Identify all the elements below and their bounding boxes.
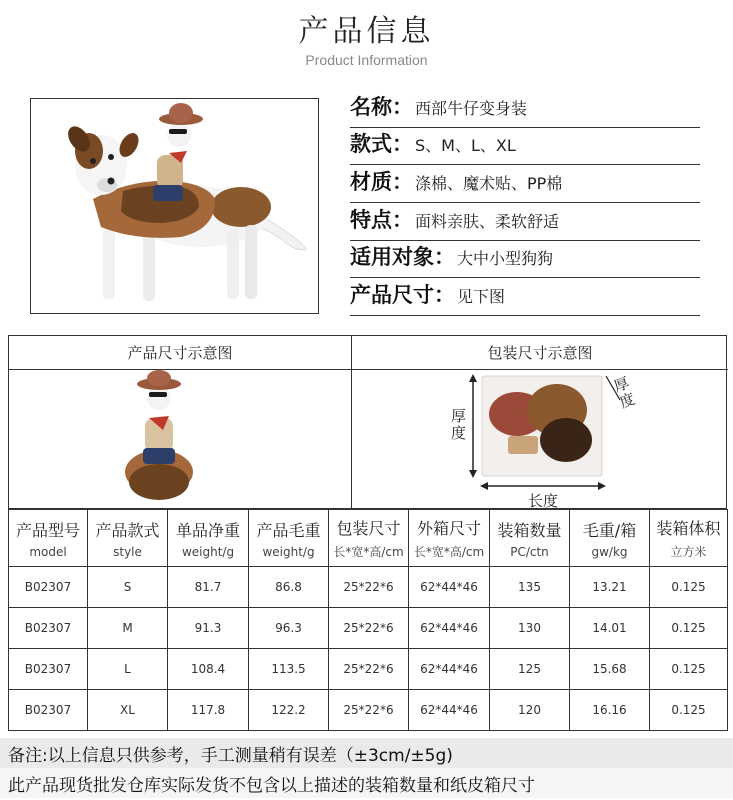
table-header-cell: 包装尺寸 长*宽*高/cm — [329, 510, 409, 567]
info-key: 材质： — [350, 170, 413, 195]
table-cell: B02307 — [9, 567, 88, 608]
info-row-material — [350, 165, 700, 203]
table-cell: 130 — [490, 608, 570, 649]
table-cell: 135 — [490, 567, 570, 608]
table-cell: 62*44*46 — [409, 608, 490, 649]
product-info-list — [350, 90, 700, 316]
product-photo — [30, 98, 319, 314]
table-cell: B02307 — [9, 649, 88, 690]
info-value: 面料亲肤、柔软舒适 — [415, 211, 560, 231]
costume-illustration — [9, 370, 352, 509]
table-cell: 0.125 — [650, 690, 728, 731]
table-cell: 108.4 — [168, 649, 249, 690]
table-cell: 122.2 — [249, 690, 329, 731]
info-key: 适用对象： — [350, 245, 455, 270]
table-header-cell: 产品毛重 weight/g — [249, 510, 329, 567]
table-header-cell: 产品款式 style — [88, 510, 168, 567]
info-value: 见下图 — [457, 287, 506, 307]
table-cell: 81.7 — [168, 567, 249, 608]
info-value: 西部牛仔变身装 — [415, 98, 528, 118]
table-cell: L — [88, 649, 168, 690]
length-label: 长度 — [528, 492, 559, 510]
page-subtitle: Product Information — [305, 52, 428, 68]
notes — [0, 738, 733, 798]
info-row-name — [350, 90, 700, 128]
table-cell: 117.8 — [168, 690, 249, 731]
info-key: 特点： — [350, 207, 413, 232]
table-cell: 120 — [490, 690, 570, 731]
table-cell: 25*22*6 — [329, 608, 409, 649]
table-cell: B02307 — [9, 608, 88, 649]
table-row — [9, 608, 728, 649]
thickness-label-left: 厚度 — [449, 408, 467, 442]
table-cell: 62*44*46 — [409, 567, 490, 608]
info-value: 大中小型狗狗 — [457, 249, 554, 269]
spec-table — [8, 509, 728, 731]
info-key: 款式： — [350, 132, 413, 157]
info-row-style — [350, 128, 700, 166]
table-cell: 0.125 — [650, 649, 728, 690]
table-cell: 16.16 — [570, 690, 650, 731]
table-row — [9, 690, 728, 731]
table-header-cell: 产品型号 model — [9, 510, 88, 567]
table-cell: 125 — [490, 649, 570, 690]
table-cell: B02307 — [9, 690, 88, 731]
table-cell: 96.3 — [249, 608, 329, 649]
package-size-diagram-title: 包装尺寸示意图 — [352, 336, 728, 370]
table-cell: 25*22*6 — [329, 649, 409, 690]
table-cell: M — [88, 608, 168, 649]
info-value: 涤棉、魔术贴、PP棉 — [415, 174, 563, 194]
table-cell: 62*44*46 — [409, 690, 490, 731]
info-key: 产品尺寸： — [350, 283, 455, 308]
table-cell: 86.8 — [249, 567, 329, 608]
table-header-cell: 装箱体积 立方米 — [650, 510, 728, 567]
table-cell: 14.01 — [570, 608, 650, 649]
table-row — [9, 567, 728, 608]
table-row — [9, 649, 728, 690]
table-cell: 13.21 — [570, 567, 650, 608]
table-cell: 0.125 — [650, 608, 728, 649]
table-cell: 113.5 — [249, 649, 329, 690]
table-cell: 62*44*46 — [409, 649, 490, 690]
package-size-diagram — [352, 336, 728, 508]
info-row-size — [350, 278, 700, 316]
note-line: 备注:以上信息只供参考，手工测量稍有误差（±3cm/±5g) — [0, 738, 733, 768]
package-illustration — [352, 370, 728, 509]
table-cell: XL — [88, 690, 168, 731]
product-size-diagram-title: 产品尺寸示意图 — [9, 336, 351, 370]
dog-cowboy-illustration — [31, 99, 320, 315]
table-header-cell: 毛重/箱 gw/kg — [570, 510, 650, 567]
table-header-cell: 外箱尺寸 长*宽*高/cm — [409, 510, 490, 567]
thickness-label-right: 厚度 — [609, 374, 639, 413]
info-value: S、M、L、XL — [415, 136, 516, 156]
table-header-cell: 装箱数量 PC/ctn — [490, 510, 570, 567]
table-cell: 0.125 — [650, 567, 728, 608]
note-line: 此产品现货批发仓库实际发货不包含以上描述的装箱数量和纸皮箱尺寸 — [0, 768, 733, 798]
table-cell: 25*22*6 — [329, 690, 409, 731]
page-title: 产品信息 — [298, 14, 435, 49]
info-row-target — [350, 241, 700, 279]
product-size-diagram — [9, 336, 352, 508]
info-row-feature — [350, 203, 700, 241]
table-header-cell: 单品净重 weight/g — [168, 510, 249, 567]
page-header — [0, 6, 733, 68]
table-cell: 91.3 — [168, 608, 249, 649]
info-key: 名称： — [350, 94, 413, 119]
table-cell: S — [88, 567, 168, 608]
size-diagram — [8, 335, 727, 509]
table-cell: 25*22*6 — [329, 567, 409, 608]
table-header-row — [9, 510, 728, 567]
table-cell: 15.68 — [570, 649, 650, 690]
